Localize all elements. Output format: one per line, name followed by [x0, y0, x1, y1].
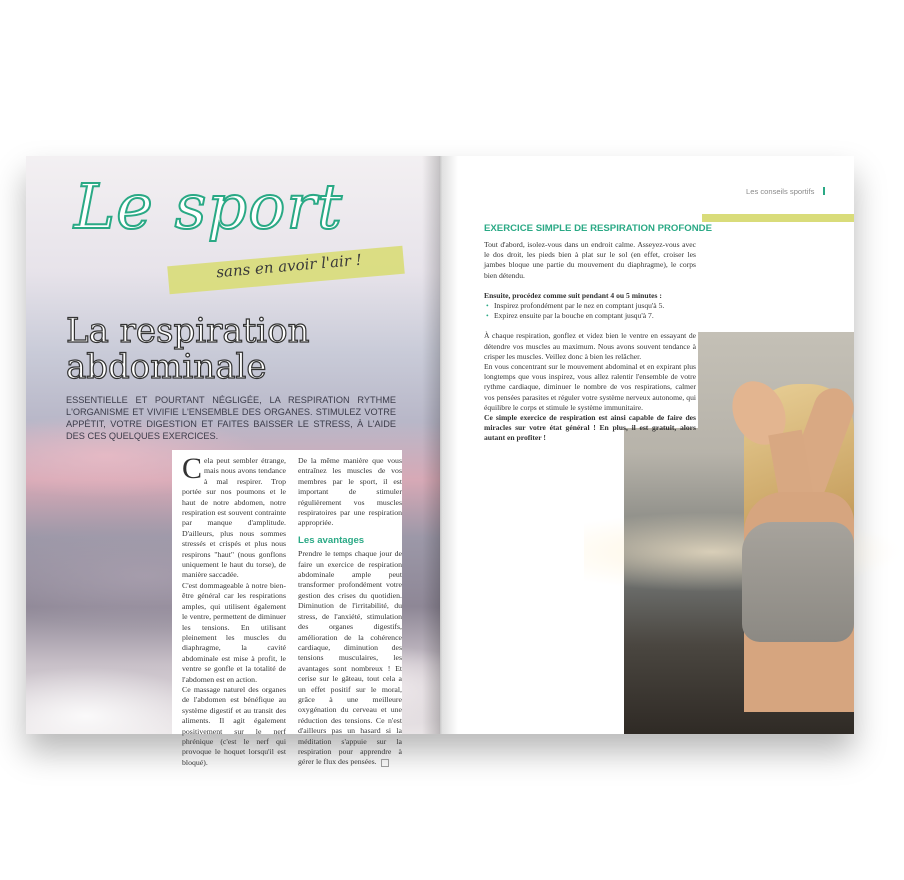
col1-paragraph-1 — [182, 452, 286, 581]
right-page — [440, 156, 854, 734]
article-column-1 — [182, 452, 286, 768]
exercise-conclusion — [484, 413, 696, 444]
exercise-steps-list — [484, 301, 696, 321]
intro-text: ESSENTIELLE ET POURTANT NÉGLIGÉE, LA RESPIRATION RYTHME L'ORGANISME ET VIVIFIE L'ENSEMBLE DES ORGANES. STIMULEZ VOTRE APPÉTIT, VOTRE DIGESTION ET FAITES BAISSER LE STRESS, À L'AIDE DES CES QUELQUES EXERCICES. — [66, 395, 396, 441]
left-page — [26, 156, 440, 767]
col2-paragraph-1: De la même manière que vous entraînez les muscles de vos membres par le sport, il est important de stimuler régulièrement vos muscles respiratoires par une respiration appropriée. — [298, 456, 402, 528]
col1-paragraph-1-text: ela peut sembler étrange, mais nous avons tendance à mal respirer. Trop portée sur nos poumons et le haut de notre abdomen, notre respiration est souvent contrainte par manque d'amplitude. D'ailleurs, plus nous sommes stressés et crispés et plus nous respirons "haut" (nous gonflons uniquement le haut du torse), de manière saccadée. — [182, 456, 286, 580]
list-item: • Inspirez profondément par le nez en comptant jusqu'à 5. — [484, 301, 696, 311]
headline-line-2: abdominale — [66, 346, 267, 387]
exercise-paragraph-2: À chaque respiration, gonflez et videz bien le ventre en essayant de détendre vos muscles au maximum. Nous avons souvent tendance à crisper les muscles. Veillez donc à bien les relâcher. — [484, 331, 696, 361]
section-heading-avantages: Les avantages — [298, 534, 365, 546]
running-header: Les conseils sportifs — [746, 187, 815, 196]
steps-intro-text: Ensuite, procédez comme suit pendant 4 ou 5 minutes : — [484, 290, 662, 300]
conclusion-text: Ce simple exercice de respiration est ainsi capable de faire des miracles sur votre état général ! En plus, il est gratuit, alors autant en profiter ! — [484, 413, 696, 443]
exercise-paragraph-3: En vous concentrant sur le mouvement abdominal et en expirant plus longtemps que vous inspirez, vous allez ralentir l'ensemble de votre rythme cardiaque, diminuer le nombre de vos respirations, calmer vos pensées parasites et réguler votre système nerveux autonome, qui équilibre le corps et stimule le système immunitaire. — [484, 362, 696, 412]
title-le-sport: Le sport — [74, 170, 343, 243]
exercise-heading: EXERCICE SIMPLE DE RESPIRATION PROFONDE — [484, 223, 712, 234]
col1-paragraph-3: Ce massage naturel des organes de l'abdomen est bénéfique au système digestif et au transit des aliments. Il agit également positivement sur le nerf phrénique (c'est le nerf qui provoque le hoquet lorsqu'il est bloqué). — [182, 684, 286, 767]
end-of-article-icon — [381, 759, 389, 767]
article-column-2 — [298, 456, 402, 768]
yellow-accent-stripe — [702, 214, 854, 222]
exercise-body — [484, 240, 696, 444]
photo-crop-top — [742, 522, 854, 642]
article-box — [172, 450, 402, 767]
list-item: • Expirez ensuite par la bouche en comptant jusqu'à 7. — [484, 311, 696, 321]
headline-line-1: La respiration — [66, 311, 310, 351]
magazine-spread — [26, 156, 854, 767]
col2-paragraph-2 — [298, 549, 402, 768]
headline-respiration-abdominale — [66, 311, 416, 387]
subtitle-sans-en-avoir-lair: sans en avoir l'air ! — [215, 250, 363, 282]
header-accent-bar — [823, 187, 825, 195]
exercise-paragraph-1: Tout d'abord, isolez-vous dans un endroit calme. Asseyez-vous avec le dos droit, les pieds bien à plat sur le sol (en effet, croiser les jambes bloque une partie du mouvement du diaphragme), le corps bien détendu. — [484, 240, 696, 280]
col1-paragraph-2: C'est dommageable à notre bien-être général car les respirations amples, qui utilisent également le ventre, permettent de diminuer les tensions. En utilisant pleinement les muscles du diaphragme, la cavité abdominale est mise à profit, le ventre se gonfle et la totalité de l'abdomen est en action. — [182, 580, 286, 684]
drop-cap: C — [182, 452, 203, 485]
exercise-steps-intro — [484, 291, 696, 301]
col2-paragraph-2-text: Prendre le temps chaque jour de faire un exercice de respiration abdominale ample peut transformer profondément votre gestion des crises du quotidien. Diminution de l'irritabilité, du stress, de l'anxiété, stimulation des organes digestifs, amélioration de la cohérence cardiaque, diminution des tensions musculaires, les avantages sont nombreux ! Et cerise sur le gâteau, tout cela a un effet positif sur le moral, grâce à une meilleure oxygénation du cerveau et une réduction des tensions. Ce n'est d'ailleurs pas un hasard si la méditation s'appuie sur la respiration pour apprendre à gérer le flux des pensées. — [298, 549, 402, 767]
